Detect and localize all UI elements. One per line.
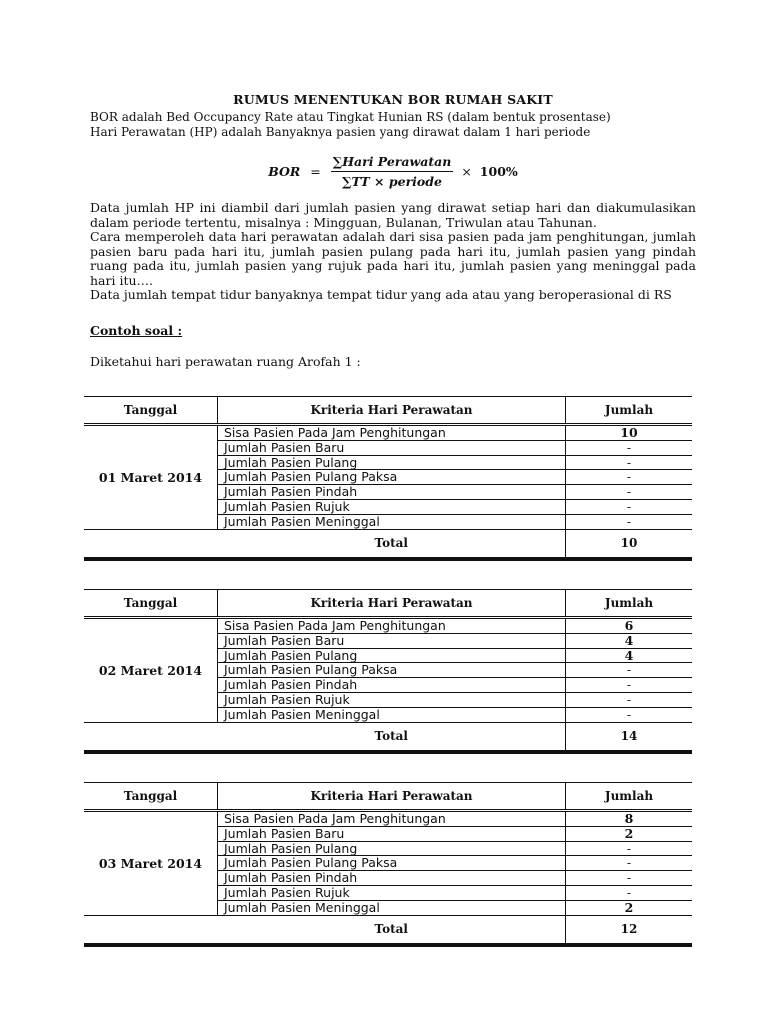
- value-cell: -: [566, 455, 693, 470]
- header-jumlah: Jumlah: [566, 590, 693, 618]
- criteria-cell: Jumlah Pasien Pindah: [218, 871, 566, 886]
- criteria-cell: Jumlah Pasien Baru: [218, 440, 566, 455]
- header-kriteria: Kriteria Hari Perawatan: [218, 590, 566, 618]
- criteria-cell: Sisa Pasien Pada Jam Penghitungan: [218, 425, 566, 441]
- diketahui-line: Diketahui hari perawatan ruang Arofah 1 :: [90, 353, 361, 369]
- value-cell: -: [566, 871, 693, 886]
- value-cell: -: [566, 499, 693, 514]
- formula-numerator: ∑Hari Perawatan: [331, 154, 454, 172]
- header-kriteria: Kriteria Hari Perawatan: [218, 397, 566, 425]
- value-cell: -: [566, 678, 693, 693]
- table-day-2: [84, 589, 692, 754]
- value-cell: -: [566, 470, 693, 485]
- total-row: [84, 722, 692, 752]
- criteria-cell: Jumlah Pasien Meninggal: [218, 707, 566, 722]
- header-tanggal: Tanggal: [84, 397, 218, 425]
- total-row: [84, 529, 692, 559]
- criteria-cell: Jumlah Pasien Baru: [218, 633, 566, 648]
- criteria-cell: Jumlah Pasien Rujuk: [218, 499, 566, 514]
- value-cell: -: [566, 856, 693, 871]
- contoh-soal-heading: Contoh soal :: [90, 322, 183, 338]
- criteria-cell: Jumlah Pasien Pindah: [218, 678, 566, 693]
- total-value: 12: [566, 915, 693, 945]
- value-cell: -: [566, 440, 693, 455]
- table-row: [84, 618, 692, 634]
- bor-definition: BOR adalah Bed Occupancy Rate atau Tingkat Hunian RS (dalam bentuk prosentase): [90, 110, 611, 124]
- hp-definition: Hari Perawatan (HP) adalah Banyaknya pasien yang dirawat dalam 1 hari periode: [90, 125, 591, 139]
- date-cell: 03 Maret 2014: [84, 811, 218, 916]
- total-label: Total: [218, 529, 566, 559]
- header-jumlah: Jumlah: [566, 397, 693, 425]
- value-cell: 10: [566, 425, 693, 441]
- header-jumlah: Jumlah: [566, 783, 693, 811]
- criteria-cell: Jumlah Pasien Pulang: [218, 841, 566, 856]
- total-value: 10: [566, 529, 693, 559]
- criteria-cell: Sisa Pasien Pada Jam Penghitungan: [218, 811, 566, 827]
- criteria-cell: Jumlah Pasien Pulang Paksa: [218, 663, 566, 678]
- header-tanggal: Tanggal: [84, 590, 218, 618]
- criteria-cell: Jumlah Pasien Meninggal: [218, 514, 566, 529]
- paragraph-cara-memperoleh: Cara memperoleh data hari perawatan adalah dari sisa pasien pada jam penghitungan, jumlah pasien baru pada hari itu, jumlah pasien pulang pada hari itu, jumlah pasien yang pindah ruang pada itu, jumlah pasien yang rujuk pada hari itu, jumlah pasien yang meninggal pada hari itu….: [90, 229, 696, 288]
- formula-percent: 100%: [479, 164, 518, 179]
- value-cell: -: [626, 513, 632, 529]
- criteria-cell: Sisa Pasien Pada Jam Penghitungan: [218, 618, 566, 634]
- bor-formula: [90, 154, 696, 189]
- table-row: [84, 425, 692, 441]
- value-cell: 2: [624, 899, 634, 915]
- header-tanggal: Tanggal: [84, 783, 218, 811]
- value-cell: 4: [566, 648, 693, 663]
- criteria-cell: Jumlah Pasien Pulang: [218, 648, 566, 663]
- document-body: [90, 92, 696, 369]
- formula-fraction: [331, 154, 454, 189]
- criteria-cell: Jumlah Pasien Rujuk: [218, 692, 566, 707]
- criteria-cell: Jumlah Pasien Rujuk: [218, 885, 566, 900]
- value-cell: -: [566, 663, 693, 678]
- total-row: [84, 915, 692, 945]
- value-cell: 2: [566, 826, 693, 841]
- criteria-cell: Jumlah Pasien Pindah: [218, 485, 566, 500]
- value-cell: -: [566, 485, 693, 500]
- value-cell: -: [626, 706, 632, 722]
- criteria-cell: Jumlah Pasien Pulang Paksa: [218, 470, 566, 485]
- table-day-1: [84, 396, 692, 561]
- formula-times: ×: [461, 164, 472, 179]
- value-cell: 6: [566, 618, 693, 634]
- document-title: RUMUS MENENTUKAN BOR RUMAH SAKIT: [233, 92, 553, 107]
- paragraph-tempat-tidur: Data jumlah tempat tidur banyaknya tempat tidur yang ada atau yang beroperasional di RS: [90, 287, 672, 302]
- criteria-cell: Jumlah Pasien Pulang Paksa: [218, 856, 566, 871]
- formula-lhs: BOR: [268, 164, 301, 179]
- formula-denominator: ∑TT × periode: [342, 174, 442, 189]
- value-cell: -: [566, 841, 693, 856]
- table-row: [84, 811, 692, 827]
- table-day-3: [84, 782, 692, 947]
- date-cell: 01 Maret 2014: [84, 425, 218, 530]
- formula-equals: =: [310, 164, 321, 179]
- header-kriteria: Kriteria Hari Perawatan: [218, 783, 566, 811]
- total-value: 14: [566, 722, 693, 752]
- value-cell: -: [566, 885, 693, 900]
- criteria-cell: Jumlah Pasien Meninggal: [218, 900, 566, 915]
- value-cell: 8: [566, 811, 693, 827]
- criteria-cell: Jumlah Pasien Baru: [218, 826, 566, 841]
- criteria-cell: Jumlah Pasien Pulang: [218, 455, 566, 470]
- total-label: Total: [218, 915, 566, 945]
- value-cell: 4: [566, 633, 693, 648]
- total-label: Total: [218, 722, 566, 752]
- value-cell: -: [566, 692, 693, 707]
- date-cell: 02 Maret 2014: [84, 618, 218, 723]
- paragraph-data-hp: Data jumlah HP ini diambil dari jumlah pasien yang dirawat setiap hari dan diakumulasikan dalam periode tertentu, misalnya : Mingguan, Bulanan, Triwulan atau Tahunan.: [90, 200, 696, 230]
